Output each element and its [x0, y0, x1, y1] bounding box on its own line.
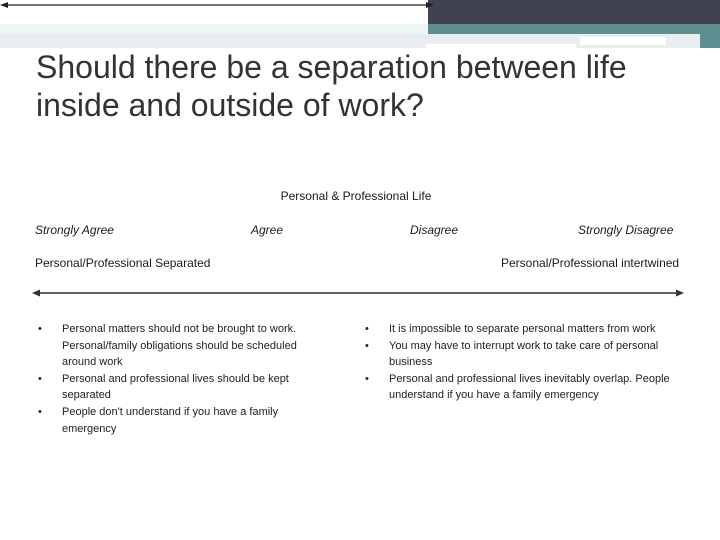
- list-item: • It is impossible to separate personal matters from work: [389, 321, 689, 338]
- header-double-arrow: [0, 0, 440, 12]
- header-corner-teal: [700, 34, 720, 48]
- header-tab-white: [580, 37, 666, 45]
- list-item: • People don't understand if you have a family emergency: [62, 404, 332, 437]
- header-band-light: [0, 24, 428, 34]
- scale-strongly-agree: Strongly Agree: [35, 223, 114, 237]
- scale-right-end-label: Personal/Professional intertwined: [501, 256, 680, 270]
- list-item: • Personal matters should not be brought to work. Personal/family obligations should be scheduled around work: [62, 321, 332, 371]
- chart-subtitle: Personal & Professional Life: [280, 189, 432, 203]
- header-band-teal: [428, 24, 720, 34]
- scale-left-end-label: Personal/Professional Separated: [35, 256, 211, 270]
- scale-disagree: Disagree: [410, 223, 459, 237]
- scale-double-arrow: [30, 286, 686, 300]
- list-item: • Personal and professional lives should be kept separated: [62, 371, 332, 404]
- intertwined-bullet-list: [389, 321, 689, 404]
- scale-strongly-disagree: Strongly Disagree: [578, 223, 674, 237]
- list-item: • You may have to interrupt work to take care of personal business: [389, 338, 689, 371]
- header-band-dark: [428, 0, 720, 24]
- scale-agree: Agree: [251, 223, 284, 237]
- list-item: • Personal and professional lives inevitably overlap. People understand if you have a family emergency: [389, 371, 689, 404]
- separated-bullet-list: [62, 321, 332, 437]
- slide-title: Should there be a separation between life inside and outside of work?: [36, 49, 627, 123]
